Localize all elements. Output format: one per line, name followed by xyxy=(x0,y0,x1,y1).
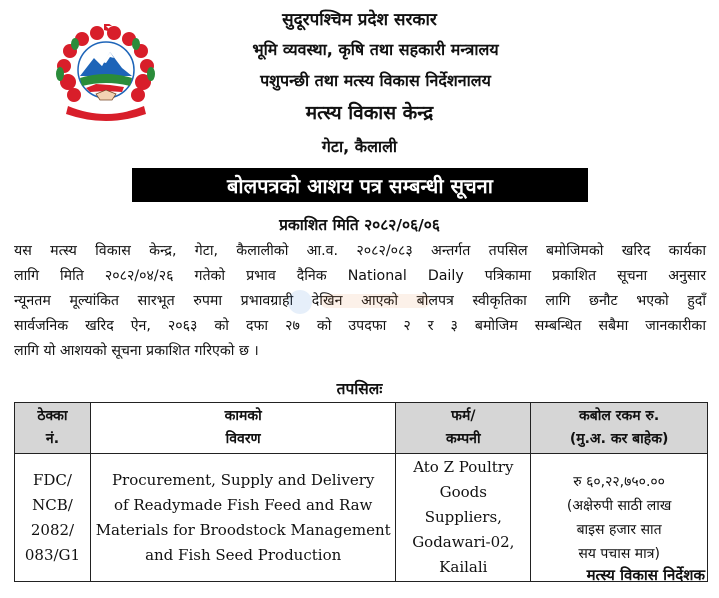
cell-line: सय पचास मात्र) xyxy=(578,545,660,562)
notice-title-banner: बोलपत्रको आशय पत्र सम्बन्धी सूचना xyxy=(132,168,588,202)
cell-line: Godawari-02, xyxy=(412,533,515,551)
signatory-title: मत्स्य विकास निर्देशक xyxy=(586,566,705,584)
header-firm xyxy=(396,403,531,454)
cell-line: of Readymade Fish Feed and Raw xyxy=(113,495,373,514)
header-office: मत्स्य विकास केन्द्र xyxy=(305,102,434,124)
header-text: फर्म/ xyxy=(451,408,476,424)
cell-line: Goods Suppliers, xyxy=(424,483,502,526)
cell-line: and Fish Seed Production xyxy=(145,545,342,564)
header-contract-no xyxy=(15,403,91,454)
tapsil-heading: तपसिलः xyxy=(336,380,383,398)
published-date: प्रकाशित मिति २०८२/०६/०६ xyxy=(279,216,440,234)
header-work-description xyxy=(90,403,395,454)
table-row xyxy=(15,454,708,582)
cell-bid-amount xyxy=(531,454,708,582)
cell-contract-no xyxy=(15,454,91,582)
cell-line: रु ६०,२२,७५०.०० xyxy=(573,473,665,490)
cell-line: Materials for Broodstock Management xyxy=(95,520,391,539)
header-text: नं. xyxy=(45,431,60,447)
body-line: लागि यो आशयको सूचना प्रकाशित गरिएको छ । xyxy=(14,343,259,359)
cell-work-description xyxy=(90,454,395,582)
header-text: कामको xyxy=(224,408,262,424)
body-line: लागि मिति २०८२/०४/२६ गतेको प्रभाव दैनिक National Daily पत्रिकामा प्रकाशित सूचना अनुसार xyxy=(14,268,706,284)
cell-line: NCB/ xyxy=(32,495,73,514)
header-address: गेटा, कैलाली xyxy=(321,137,398,156)
header-text: कम्पनी xyxy=(446,431,481,447)
cell-line: बाइस हजार सात xyxy=(576,521,662,538)
contract-table xyxy=(14,402,708,582)
table-header-row xyxy=(15,403,708,454)
header-directorate: पशुपन्छी तथा मत्स्य विकास निर्देशनालय xyxy=(260,71,491,90)
header-text: (मु.अ. कर बाहेक) xyxy=(569,431,669,447)
cell-line: FDC/ xyxy=(32,470,72,489)
header-province: सुदूरपश्चिम प्रदेश सरकार xyxy=(282,10,437,30)
header-bid-amount xyxy=(531,403,708,454)
body-line: सार्वजनिक खरिद ऐन, २०६३ को दफा २७ को उपदफा २ र ३ बमोजिम सम्बन्धित सबैमा जानकारीका xyxy=(14,318,706,334)
cell-line: Kailali xyxy=(439,558,488,576)
header-ministry: भूमि व्यवस्था, कृषि तथा सहकारी मन्त्रालय xyxy=(252,40,499,59)
header-text: कबोल रकम रु. xyxy=(579,408,660,424)
cell-line: 2082/ xyxy=(30,520,75,539)
notice-body xyxy=(14,239,706,364)
body-line: यस मत्स्य विकास केन्द्र, गेटा, कैलालीको आ.व. २०८२/०८३ अन्तर्गत तपसिल बमोजिमको खरिद कार्यका xyxy=(14,243,706,259)
cell-line: Procurement, Supply and Delivery xyxy=(111,470,375,489)
header-text: ठेक्का xyxy=(37,408,68,424)
body-line: न्यूनतम मूल्यांकित सारभूत रुपमा प्रभावग्राही देखिन आएको बोलपत्र स्वीकृतिका लागि छनौट भएको हुदाँ xyxy=(14,293,706,309)
cell-line: (अक्षेरुपी साठी लाख xyxy=(566,497,672,514)
cell-firm xyxy=(396,454,531,582)
cell-line: 083/G1 xyxy=(24,545,81,564)
header-text: विवरण xyxy=(225,431,261,447)
cell-line: Ato Z Poultry xyxy=(413,458,514,476)
